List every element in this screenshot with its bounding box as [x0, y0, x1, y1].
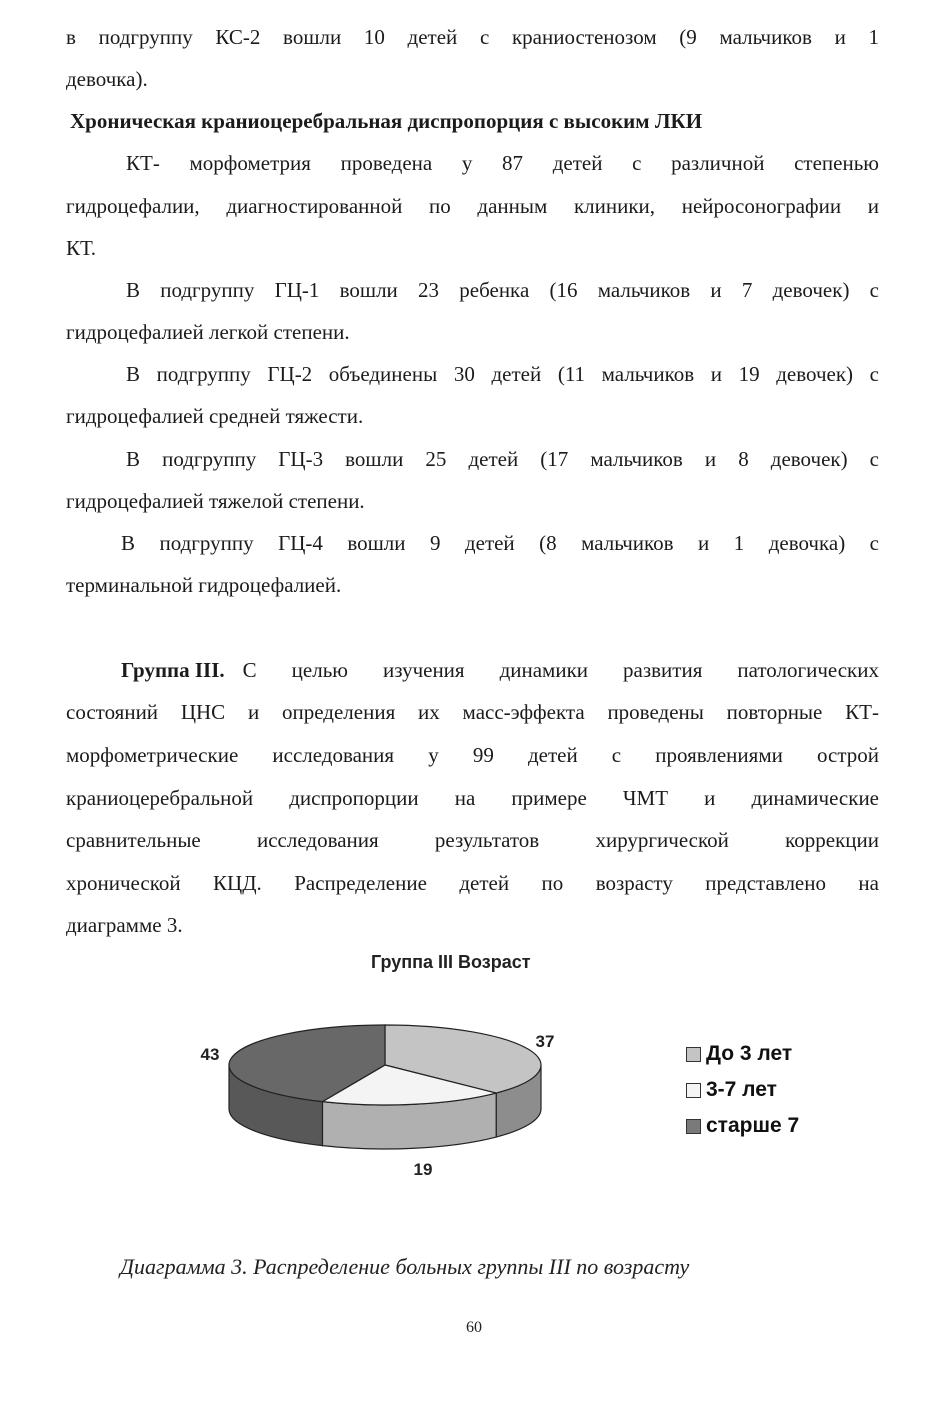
chart-legend [686, 1036, 799, 1144]
gc2-line-2: гидроцефалией средней тяжести. [66, 404, 364, 428]
kt-line-1: КТ- морфометрия проведена у 87 детей с различной степенью [126, 151, 879, 175]
legend-swatch-over-7 [686, 1119, 701, 1134]
pie-chart [190, 1000, 590, 1200]
pie-top [229, 1025, 541, 1105]
group3-line-7: диаграмме 3. [66, 913, 183, 937]
group3-line-1 [121, 660, 879, 681]
legend-item-under-3 [686, 1036, 799, 1072]
group3-line-5: сравнительные исследования результатов хирургической коррекции [66, 828, 879, 852]
group3-line-4: краниоцеребральной диспропорции на примере ЧМТ и динамические [66, 786, 879, 810]
kt-line-3: КТ. [66, 236, 96, 260]
group3-line-2: состояний ЦНС и определения их масс-эффекта проведены повторные КТ- [66, 700, 879, 724]
kc2-line-1: в подгруппу КС-2 вошли 10 детей с краниостенозом (9 мальчиков и 1 [66, 25, 879, 49]
group3-lead: Группа III. [121, 658, 225, 682]
figure-caption: Диаграмма 3. Распределение больных группы III по возрасту [120, 1254, 690, 1279]
gc4-line-2: терминальной гидроцефалией. [66, 573, 342, 597]
kc2-line-2: девочка). [66, 67, 148, 91]
gc1-line-1: В подгруппу ГЦ-1 вошли 23 ребенка (16 мальчиков и 7 девочек) с [126, 278, 879, 302]
legend-item-3-7 [686, 1072, 799, 1108]
page-number: 60 [466, 1319, 482, 1336]
legend-label-over-7: старше 7 [706, 1114, 800, 1137]
section-heading: Хроническая краниоцеребральная диспропорция с высоким ЛКИ [70, 109, 703, 133]
pie-value-label-3-7: 19 [413, 1160, 433, 1179]
gc1-line-2: гидроцефалией легкой степени. [66, 320, 350, 344]
legend-label-3-7: 3-7 лет [706, 1078, 777, 1101]
pie-value-label-under-3: 37 [535, 1032, 555, 1051]
legend-item-over-7 [686, 1108, 799, 1144]
gc3-line-2: гидроцефалией тяжелой степени. [66, 489, 365, 513]
kt-line-2: гидроцефалии, диагностированной по данным клиники, нейросонографии и [66, 194, 879, 218]
pie-value-label-over-7: 43 [200, 1045, 220, 1064]
chart-title: Группа III Возраст [371, 952, 531, 972]
group3-line-3: морфометрические исследования у 99 детей с проявлениями острой [66, 743, 879, 767]
legend-label-under-3: До 3 лет [706, 1042, 793, 1065]
gc3-line-1: В подгруппу ГЦ-3 вошли 25 детей (17 мальчиков и 8 девочек) с [126, 447, 879, 471]
group3-line-6: хронической КЦД. Распределение детей по возрасту представлено на [66, 871, 879, 895]
group3-line-1-text: С целью изучения динамики развития патологических [242, 658, 879, 682]
gc4-line-1: В подгруппу ГЦ-4 вошли 9 детей (8 мальчиков и 1 девочка) с [121, 531, 879, 555]
legend-swatch-3-7 [686, 1083, 701, 1098]
gc2-line-1: В подгруппу ГЦ-2 объединены 30 детей (11 мальчиков и 19 девочек) с [126, 362, 879, 386]
legend-swatch-under-3 [686, 1047, 701, 1062]
